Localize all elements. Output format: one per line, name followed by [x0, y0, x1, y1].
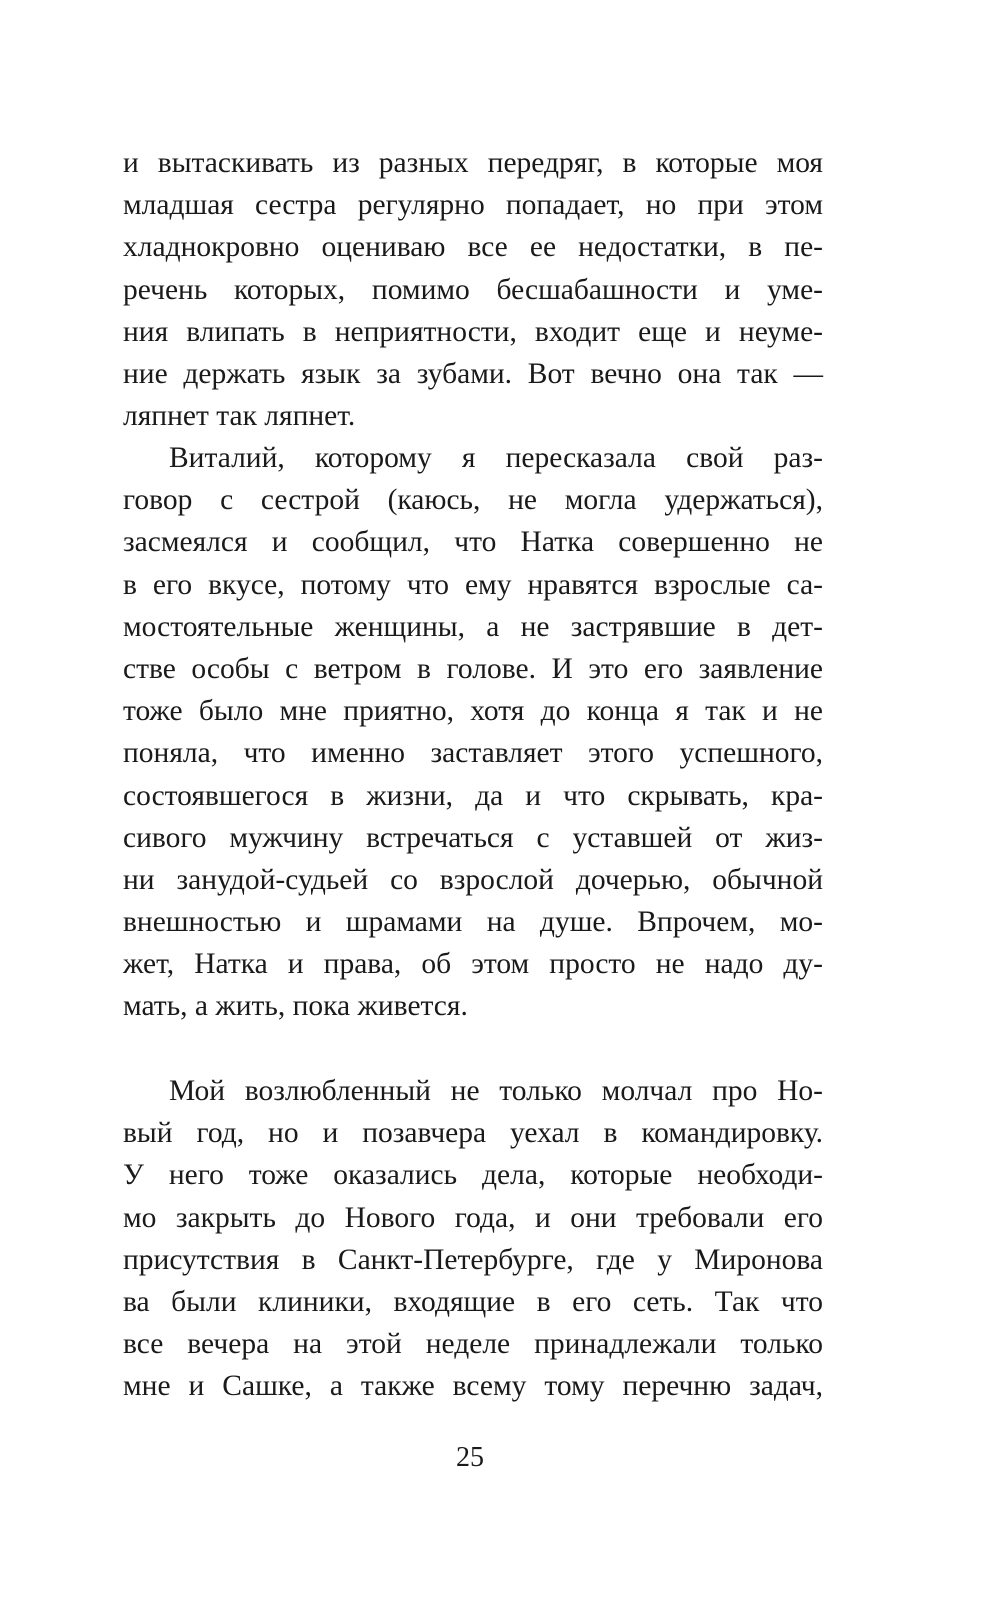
- text-line: хладнокровно оцениваю все ее недостатки, в пе-: [123, 231, 823, 264]
- text-line: вый год, но и позавчера уехал в командировку.: [123, 1117, 823, 1150]
- text-line: ние держать язык за зубами. Вот вечно она так —: [123, 357, 823, 390]
- text-line: состоявшегося в жизни, да и что скрывать, кра-: [123, 779, 823, 812]
- paragraph-beloved: [123, 1070, 823, 1408]
- text-line: жет, Натка и права, об этом просто не надо ду-: [123, 948, 823, 981]
- text-line: говор с сестрой (каюсь, не могла удержаться),: [123, 484, 823, 517]
- paragraph-vitaly: [123, 437, 823, 1028]
- text-line: мостоятельные женщины, а не застрявшие в дет-: [123, 610, 823, 643]
- page-number: 25: [456, 1442, 484, 1473]
- text-line: мо закрыть до Нового года, и они требовали его: [123, 1201, 823, 1234]
- text-line: ния влипать в неприятности, входит еще и неуме-: [123, 315, 823, 348]
- text-line: ва были клиники, входящие в его сеть. Так что: [123, 1285, 823, 1318]
- text-line: сивого мужчину встречаться с уставшей от жиз-: [123, 821, 823, 854]
- text-line: младшая сестра регулярно попадает, но при этом: [123, 189, 823, 222]
- text-line: поняла, что именно заставляет этого успешного,: [123, 737, 823, 770]
- paragraph-continuation: [123, 142, 823, 437]
- text-line: речень которых, помимо бесшабашности и уме-: [123, 273, 823, 306]
- text-line: внешностью и шрамами на душе. Впрочем, мо-: [123, 906, 823, 939]
- text-line: тоже было мне приятно, хотя до конца я так и не: [123, 695, 823, 728]
- text-line: мне и Сашке, а также всему тому перечню задач,: [123, 1370, 823, 1403]
- text-line: засмеялся и сообщил, что Натка совершенно не: [123, 526, 823, 559]
- text-line: присутствия в Санкт-Петербурге, где у Миронова: [123, 1243, 823, 1276]
- text-line: мать, а жить, пока живется.: [123, 990, 468, 1023]
- text-line: и вытаскивать из разных передряг, в которые моя: [123, 147, 823, 179]
- text-line: все вечера на этой неделе принадлежали только: [123, 1328, 823, 1361]
- text-line: ни занудой-судьей со взрослой дочерью, обычной: [123, 863, 823, 896]
- text-line: ляпнет так ляпнет.: [123, 400, 356, 433]
- text-line: стве особы с ветром в голове. И это его заявление: [123, 652, 823, 685]
- text-line: в его вкусе, потому что ему нравятся взрослые са-: [123, 568, 823, 601]
- text-line: Виталий, которому я пересказала свой раз-: [169, 442, 823, 474]
- text-line: У него тоже оказались дела, которые необходи-: [123, 1159, 823, 1192]
- text-line: Мой возлюбленный не только молчал про Но-: [169, 1075, 823, 1107]
